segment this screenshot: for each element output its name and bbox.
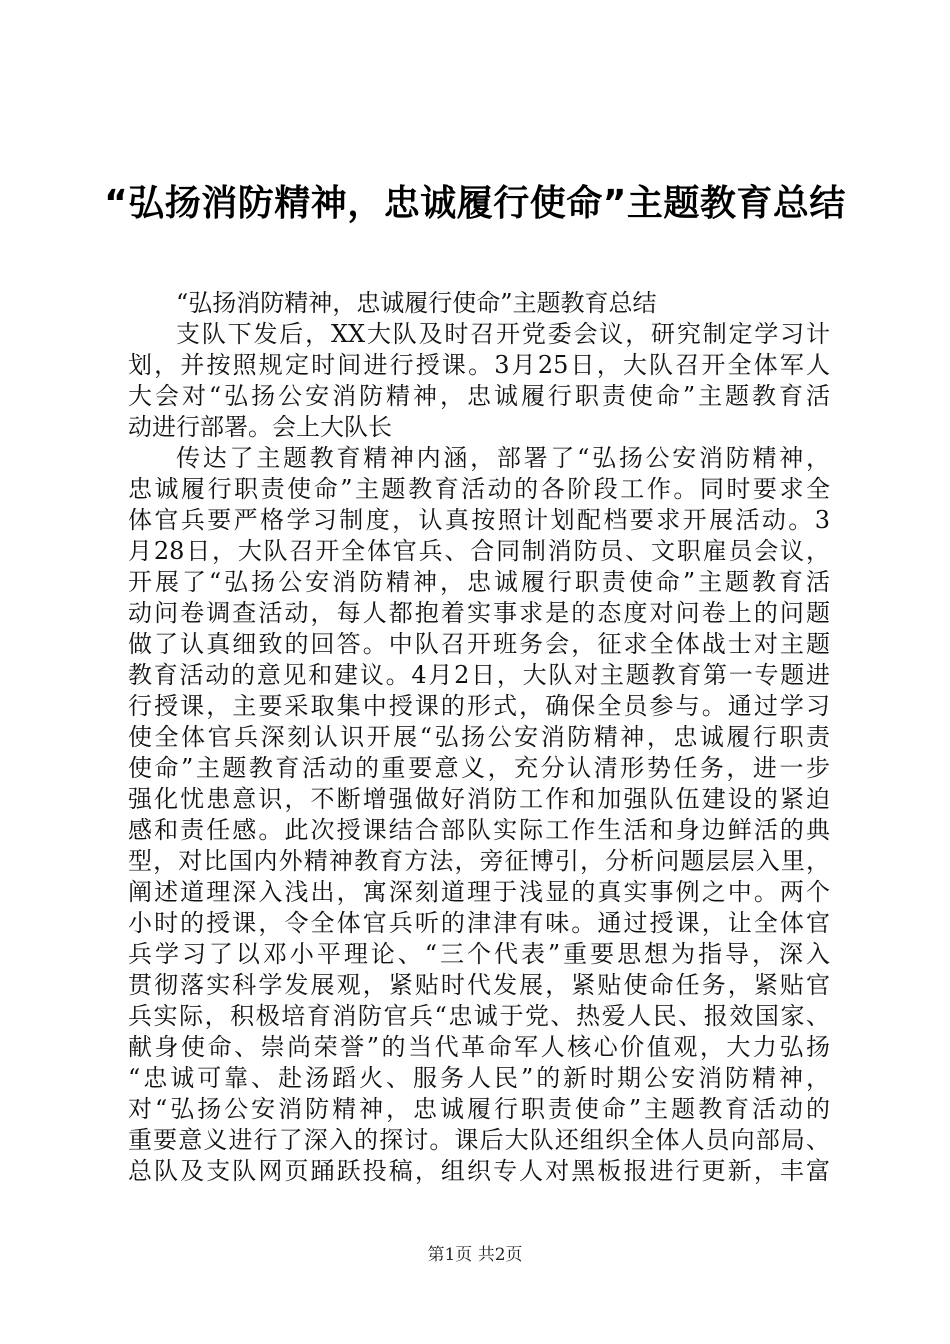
body-line: 行授课，主要采取集中授课的形式，确保全员参与。通过学习 [128,692,830,720]
body-line: 重要意义进行了深入的探讨。课后大队还组织全体人员向部局、 [128,1126,830,1154]
body-line: 划，并按照规定时间进行授课。3月25日，大队召开全体军人 [128,351,830,379]
body-line: 忠诚履行职责使命”主题教育活动的各阶段工作。同时要求全 [128,475,830,503]
body-line: 小时的授课，令全体官兵听的津津有味。通过授课，让全体官 [128,909,830,937]
body-line: 动问卷调查活动，每人都抱着实事求是的态度对问卷上的问题 [128,599,830,627]
document-body [128,288,830,1187]
page-number-footer: 第1页 共2页 [427,1245,523,1265]
body-line: 总队及支队网页踊跃投稿，组织专人对黑板报进行更新，丰富 [128,1157,830,1185]
body-line: 阐述道理深入浅出，寓深刻道理于浅显的真实事例之中。两个 [128,878,830,906]
body-line: 型，对比国内外精神教育方法，旁征博引，分析问题层层入里， [128,847,830,875]
body-line: “弘扬消防精神，忠诚履行使命”主题教育总结 [176,289,657,317]
body-line: 使命”主题教育活动的重要意义，充分认清形势任务，进一步 [128,754,830,782]
body-line: 兵学习了以邓小平理论、“三个代表”重要思想为指导，深入 [128,940,830,968]
body-line: 月28日，大队召开全体官兵、合同制消防员、文职雇员会议， [128,537,830,565]
body-line: 献身使命、崇尚荣誉”的当代革命军人核心价值观，大力弘扬 [128,1033,830,1061]
body-line: 体官兵要严格学习制度，认真按照计划配档要求开展活动。3 [128,506,830,534]
body-line: 动进行部署。会上大队长 [128,413,392,441]
body-line: 对“弘扬公安消防精神，忠诚履行职责使命”主题教育活动的 [128,1095,830,1123]
body-line: 传达了主题教育精神内涵，部署了“弘扬公安消防精神， [176,444,830,472]
body-line: 教育活动的意见和建议。4月2日，大队对主题教育第一专题进 [128,661,830,689]
body-line: 做了认真细致的回答。中队召开班务会，征求全体战士对主题 [128,630,830,658]
body-line: 兵实际，积极培育消防官兵“忠诚于党、热爱人民、报效国家、 [128,1002,830,1030]
body-line: 感和责任感。此次授课结合部队实际工作生活和身边鲜活的典 [128,816,830,844]
body-line: 大会对“弘扬公安消防精神，忠诚履行职责使命”主题教育活 [128,382,830,410]
body-line: 贯彻落实科学发展观，紧贴时代发展，紧贴使命任务，紧贴官 [128,971,830,999]
body-line: 开展了“弘扬公安消防精神，忠诚履行职责使命”主题教育活 [128,568,830,596]
body-line: 支队下发后，XX大队及时召开党委会议，研究制定学习计 [176,320,830,348]
document-title: “弘扬消防精神，忠诚履行使命”主题教育总结 [104,183,846,224]
body-line: 使全体官兵深刻认识开展“弘扬公安消防精神，忠诚履行职责 [128,723,830,751]
body-line: “忠诚可靠、赴汤蹈火、服务人民”的新时期公安消防精神， [128,1064,830,1092]
body-line: 强化忧患意识，不断增强做好消防工作和加强队伍建设的紧迫 [128,785,830,813]
